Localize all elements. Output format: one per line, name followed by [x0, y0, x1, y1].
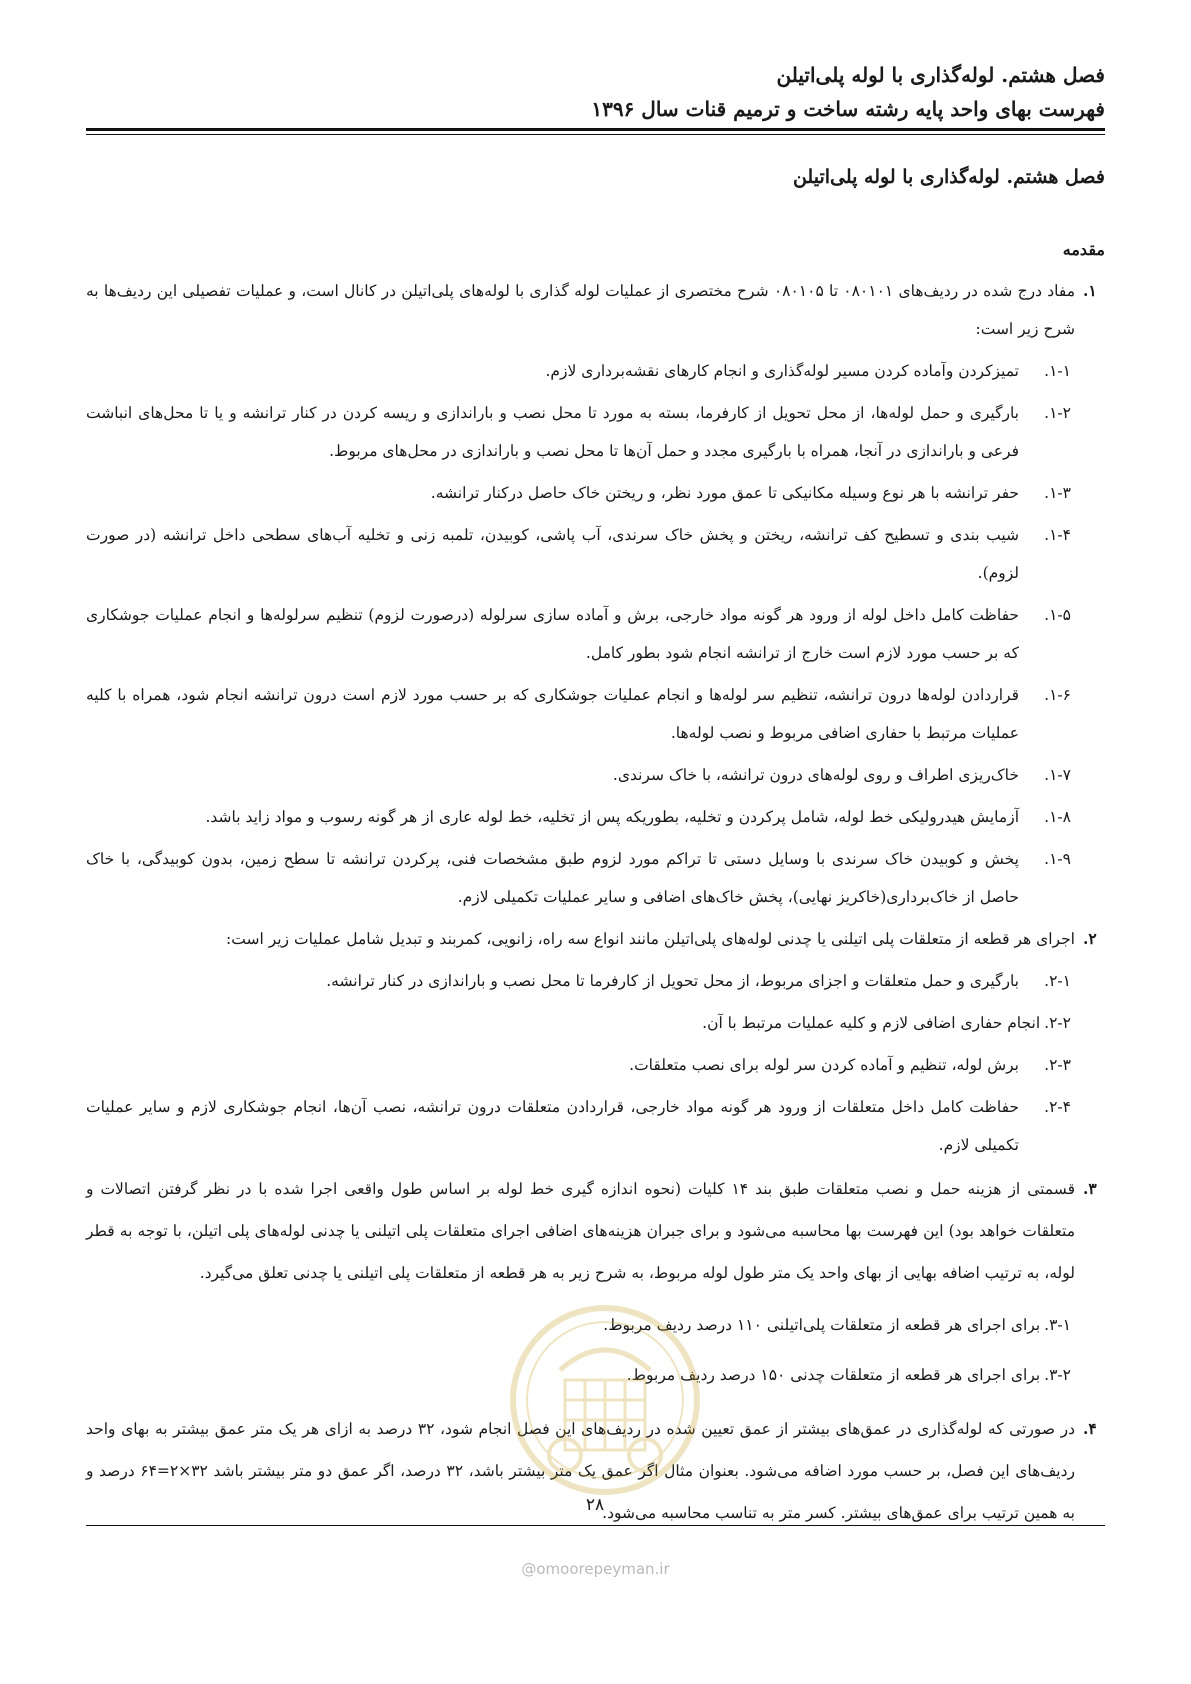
sub-item-text: برش لوله، تنظیم و آماده کردن سر لوله برای نصب متعلقات.: [629, 1056, 1019, 1074]
item-text: قسمتی از هزینه حمل و نصب متعلقات طبق بند ۱۴ کلیات (نحوه اندازه گیری خط لوله بر اساس طول واقعی اجرا شده با در نظر گرفتن اتصالات و متعلقات خواهد بود) این فهرست بها محاسبه می‌شود و برای جبران هزینه‌های اضافی اجرای متعلقات پلی اتیلنی یا چدنی لوله‌های پلی اتیلن، با توجه به قطر لوله، به ترتیب اضافه بهایی از بهای واحد یک متر طول لوله مربوط، به شرح زیر به هر قطعه از متعلقات پلی اتیلنی یا چدنی تعلق می‌گیرد.: [86, 1180, 1076, 1282]
sub-item-number: ۲-۳.: [1044, 1056, 1071, 1074]
sub-item-text: پخش و کوبیدن خاک سرندی با وسایل دستی تا تراکم مورد لزوم طبق مشخصات فنی، پرکردن ترانشه تا سطح زمین، بدون کوبیدگی، با خاک حاصل از خاک‌برداری(خاکریز نهایی)، پخش خاک‌های اضافی و سایر عملیات تکمیلی لازم.: [86, 850, 1019, 906]
site-watermark: @omoorepeyman.ir: [521, 1560, 670, 1578]
sub-item-2-2: [86, 1004, 1071, 1042]
sub-item-number: ۱-۲.: [1044, 404, 1071, 422]
sub-item-3-1: [86, 1306, 1071, 1344]
sub-item-number: ۲-۱.: [1044, 972, 1071, 990]
sub-item-text: بارگیری و حمل لوله‌ها، از محل تحویل از کارفرما، بسته به مورد تا محل نصب و باراندازی و ریسه کردن در کنار ترانشه و یا تا محل‌های انباشت فرعی و باراندازی در آنجا، همراه با بارگیری مجدد و حمل آن‌ها تا محل نصب و باراندازی در محل‌های مربوط.: [86, 404, 1019, 460]
sub-item-1-4: [86, 516, 1071, 592]
sub-item-text: حفر ترانشه با هر نوع وسیله مکانیکی تا عمق مورد نظر، و ریختن خاک حاصل درکنار ترانشه.: [430, 484, 1019, 502]
item-number: ۴.: [1083, 1419, 1097, 1438]
sub-item-number: ۱-۱.: [1044, 362, 1071, 380]
sub-item-2-3: [86, 1046, 1071, 1084]
sub-item-1-1: [86, 352, 1071, 390]
item-number: ۱.: [1083, 281, 1097, 300]
section-title: فصل هشتم. لوله‌گذاری با لوله پلی‌اتیلن: [792, 166, 1105, 188]
header-rule-thin: [86, 134, 1105, 135]
sub-item-3-2: [86, 1356, 1071, 1394]
item-number: ۲.: [1083, 929, 1097, 948]
item-text: مفاد درج شده در ردیف‌های ۰۸۰۱۰۱ تا ۰۸۰۱۰۵ شرح مختصری از عملیات لوله گذاری با لوله‌های پلی‌اتیلن در کانال است، و عملیات تفصیلی این ردیف‌ها به شرح زیر است:: [86, 282, 1075, 338]
list-item-1: [86, 272, 1105, 348]
sub-item-text: بارگیری و حمل متعلقات و اجزای مربوط، از محل تحویل از کارفرما تا محل نصب و باراندازی در کنار ترانشه.: [326, 972, 1019, 990]
document-body: [86, 272, 1105, 1538]
sub-item-text: تمیزکردن وآماده کردن مسیر لوله‌گذاری و انجام کارهای نقشه‌برداری لازم.: [545, 362, 1019, 380]
footer-rule: [86, 1525, 1105, 1526]
sub-item-text: قراردادن لوله‌ها درون ترانشه، تنظیم سر لوله‌ها و انجام عملیات جوشکاری که بر حسب مورد لازم است درون ترانشه انجام شود، همراه با کلیه عملیات مرتبط با حفاری اضافی مربوط و نصب لوله‌ها.: [86, 686, 1019, 742]
sub-item-number: ۱-۵.: [1044, 606, 1071, 624]
item-text: اجرای هر قطعه از متعلقات پلی اتیلنی یا چدنی لوله‌های پلی‌اتیلن مانند انواع سه راه، زانویی، کمربند و تبدیل شامل عملیات زیر است:: [226, 930, 1075, 948]
sub-item-text: شیب بندی و تسطیح کف ترانشه، ریختن و پخش خاک سرندی، آب پاشی، کوبیدن، تلمبه زنی و تخلیه آب‌های سطحی داخل ترانشه (در صورت لزوم).: [86, 526, 1019, 582]
sub-item-text: برای اجرای هر قطعه از متعلقات پلی‌اتیلنی ۱۱۰ درصد ردیف مربوط.: [603, 1316, 1041, 1334]
sub-item-number: ۲-۲.: [1044, 1014, 1071, 1032]
sub-item-text: حفاظت کامل داخل لوله از ورود هر گونه مواد خارجی، برش و آماده سازی سرلوله (درصورت لزوم) تنظیم سرلوله‌ها و انجام عملیات جوشکاری که بر حسب مورد لازم است خارج از ترانشه انجام شود بطور کامل.: [86, 606, 1019, 662]
list-item-4: [86, 1408, 1105, 1534]
item-text: در صورتی که لوله‌گذاری در عمق‌های بیشتر از عمق تعیین شده در ردیف‌های این فصل انجام شود، ۳۲ درصد به ازای هر یک متر عمق بیشتر به بهای واحد ردیف‌های این فصل، بر حسب مورد اضافه می‌شود. بعنوان مثال اگر عمق یک متر بیشتر باشد، ۳۲ درصد، اگر عمق دو متر بیشتر باشد ۳۲×۲=۶۴ درصد و به همین ترتیب برای عمق‌های بیشتر. کسر متر به تناسب محاسبه می‌شود.: [86, 1420, 1076, 1522]
sub-item-text: آزمایش هیدرولیکی خط لوله، شامل پرکردن و تخلیه، بطوریکه پس از تخلیه، خط لوله عاری از هر گونه رسوب و مواد زاید باشد.: [205, 808, 1019, 826]
page-header: [130, 58, 1105, 126]
page-number: ۲۸: [585, 1495, 605, 1515]
sub-item-text: حفاظت کامل داخل متعلقات از ورود هر گونه مواد خارجی، قراردادن متعلقات درون ترانشه، نصب آن‌ها، انجام جوشکاری لازم و سایر عملیات تکمیلی لازم.: [86, 1098, 1019, 1154]
header-chapter-title: فصل هشتم. لوله‌گذاری با لوله پلی‌اتیلن: [776, 63, 1105, 87]
sub-item-number: ۲-۴.: [1044, 1098, 1071, 1116]
sub-item-number: ۱-۳.: [1044, 484, 1071, 502]
introduction-heading: مقدمه: [1062, 240, 1105, 259]
header-rule-thick: [86, 128, 1105, 131]
sub-item-2-1: [86, 962, 1071, 1000]
item-number: ۳.: [1083, 1179, 1097, 1198]
sub-item-number: ۱-۷.: [1044, 766, 1071, 784]
list-item-2: [86, 920, 1105, 958]
sub-item-number: ۳-۱.: [1044, 1316, 1071, 1334]
sub-item-text: خاک‌ریزی اطراف و روی لوله‌های درون ترانشه، با خاک سرندی.: [612, 766, 1019, 784]
list-item-3: [86, 1168, 1105, 1294]
sub-item-text: انجام حفاری اضافی لازم و کلیه عملیات مرتبط با آن.: [702, 1014, 1041, 1032]
sub-item-1-9: [86, 840, 1071, 916]
sub-item-number: ۱-۹.: [1044, 850, 1071, 868]
sub-item-number: ۱-۴.: [1044, 526, 1071, 544]
sub-item-2-4: [86, 1088, 1071, 1164]
sub-item-number: ۱-۸.: [1044, 808, 1071, 826]
sub-item-1-2: [86, 394, 1071, 470]
sub-item-text: برای اجرای هر قطعه از متعلقات چدنی ۱۵۰ درصد ردیف مربوط.: [626, 1366, 1041, 1384]
sub-item-1-5: [86, 596, 1071, 672]
sub-item-number: ۳-۲.: [1044, 1366, 1071, 1384]
header-document-title: فهرست بهای واحد پایه رشته ساخت و ترمیم قنات سال ۱۳۹۶: [591, 97, 1105, 121]
sub-item-1-6: [86, 676, 1071, 752]
sub-item-number: ۱-۶.: [1044, 686, 1071, 704]
sub-item-1-8: [86, 798, 1071, 836]
sub-item-1-3: [86, 474, 1071, 512]
sub-item-1-7: [86, 756, 1071, 794]
